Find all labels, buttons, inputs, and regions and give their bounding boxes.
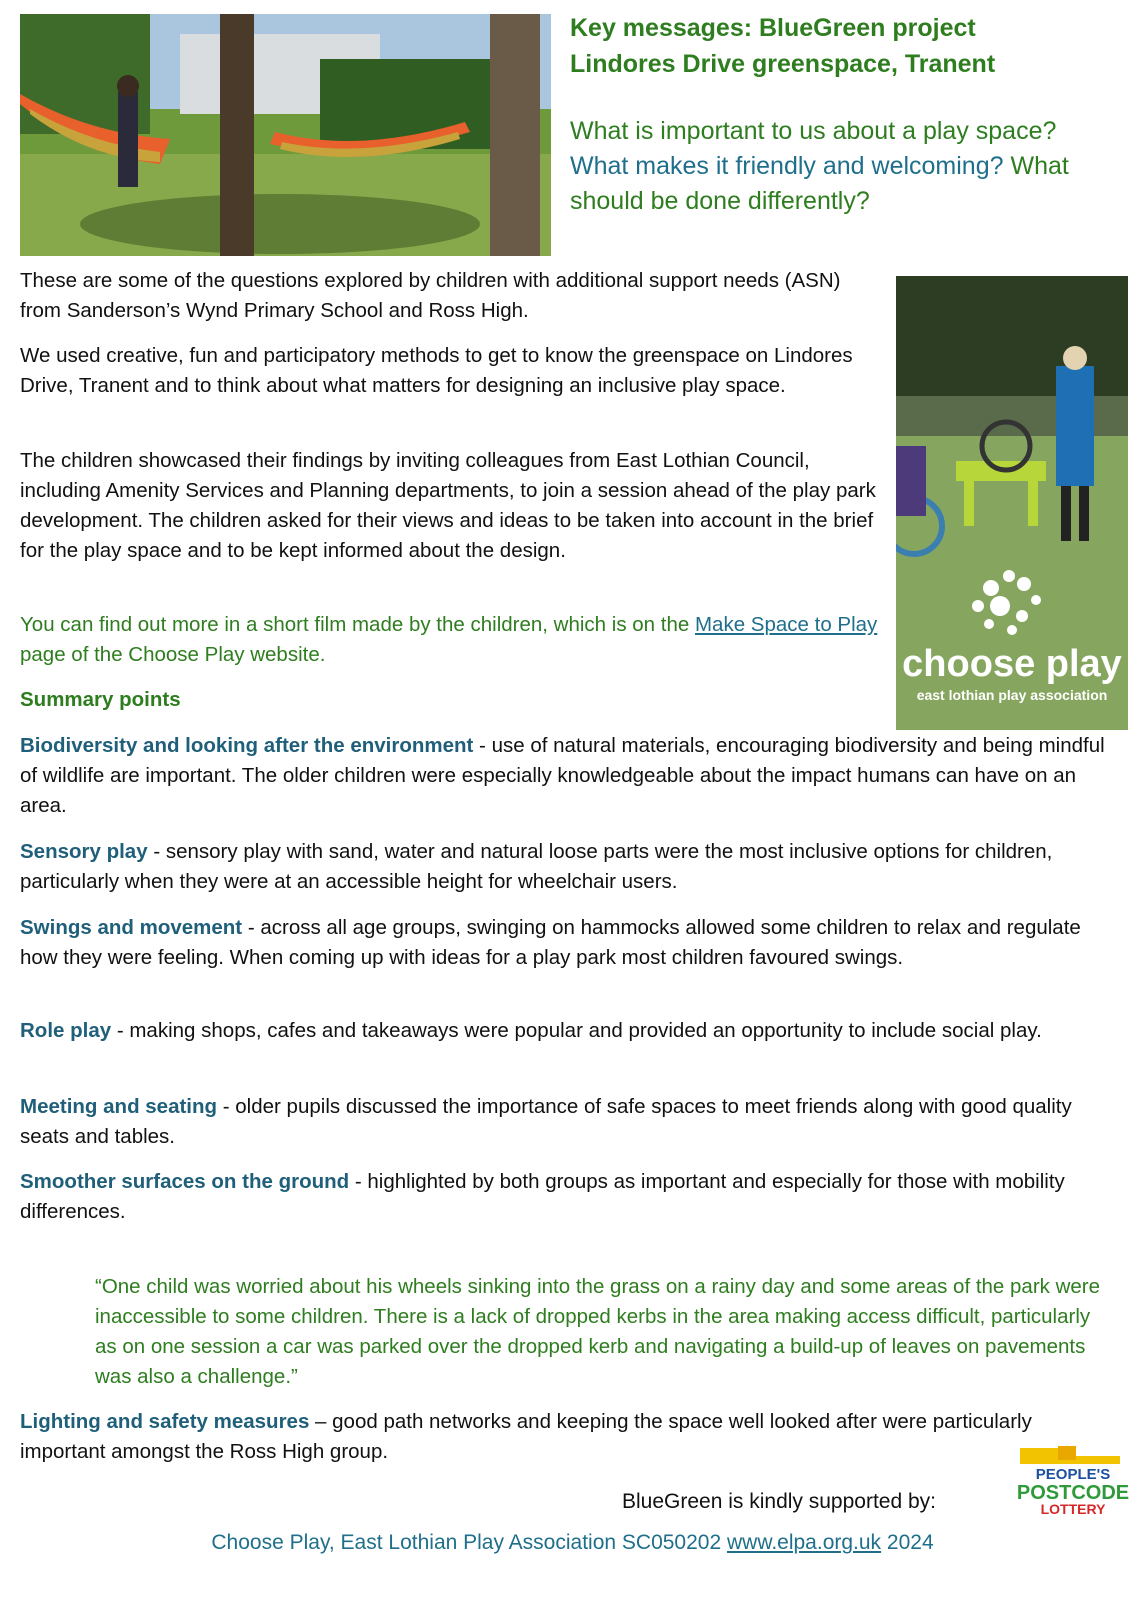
summary-point — [20, 1016, 1120, 1046]
point-text: – good path networks and keeping the space well looked after were particularly important amongst the Ross High group. — [20, 1410, 1032, 1463]
point-title: Biodiversity and looking after the environment — [20, 734, 474, 757]
point-title: Meeting and seating — [20, 1095, 218, 1118]
summary-point — [20, 837, 1120, 897]
point-text: - older pupils discussed the importance of safe spaces to meet friends along with good quality seats and tables. — [20, 1095, 1072, 1148]
question-1: What is important to us about a play space? — [570, 117, 1057, 145]
child-quote: “One child was worried about his wheels sinking into the grass on a rainy day and some areas of the park were inaccessible to some children. There is a lack of dropped kerbs in the area making access difficult, particularly as on one session a car was parked over the dropped kerb and navigating a build-up of leaves on pavements was also a challenge.” — [95, 1275, 1101, 1388]
summary-point — [20, 731, 1120, 821]
guiding-questions — [570, 114, 1110, 219]
film-text: You can find out more in a short film made by the children, which is on the — [20, 613, 690, 636]
summary-heading: Summary points — [20, 688, 181, 711]
logo-line-1: PEOPLE'S — [1035, 1466, 1111, 1483]
support-text: BlueGreen is kindly supported by: — [622, 1490, 937, 1513]
point-title: Role play — [20, 1019, 112, 1042]
point-title: Swings and movement — [20, 916, 243, 939]
footer — [0, 1531, 1145, 1555]
hammock-photo — [20, 14, 551, 256]
intro-paragraph-2: We used creative, fun and participatory methods to get to know the greenspace on Lindores Drive, Tranent and to think about what matters for designing an inclusive play space. — [20, 344, 853, 397]
choose-play-photo — [896, 276, 1128, 730]
question-3: What should be done differently? — [570, 152, 1069, 215]
point-text: - sensory play with sand, water and natural loose parts were the most inclusive options for children, particularly when they were at an accessible height for wheelchair users. — [20, 840, 1053, 893]
point-title: Sensory play — [20, 840, 148, 863]
elpa-website-link[interactable]: www.elpa.org.uk — [726, 1531, 882, 1554]
logo-line-3: LOTTERY — [1040, 1501, 1106, 1516]
postcode-lottery-logo — [1010, 1446, 1136, 1516]
point-title: Smoother surfaces on the ground — [20, 1170, 350, 1193]
footer-org: Choose Play, East Lothian Play Association SC050202 — [211, 1531, 722, 1554]
point-text: - making shops, cafes and takeaways were popular and provided an opportunity to include social play. — [111, 1019, 1042, 1042]
point-text: - use of natural materials, encouraging biodiversity and being mindful of wildlife are important. The older children were especially knowledgeable about the impact humans can have on an area. — [20, 734, 1105, 817]
make-space-to-play-link[interactable]: Make Space to Play — [694, 613, 878, 636]
question-2: What makes it friendly and welcoming? — [570, 152, 1004, 180]
logo-brand: choose play — [902, 643, 1122, 685]
summary-point — [20, 1092, 1120, 1152]
title-line-1: Key messages: BlueGreen project — [570, 14, 976, 42]
point-title: Lighting and safety measures — [20, 1410, 310, 1433]
intro-paragraph-1: These are some of the questions explored by children with additional support needs (ASN) from Sanderson’s Wynd Primary School and Ross High. — [20, 269, 841, 322]
film-tail: page of the Choose Play website. — [20, 643, 326, 666]
page-title — [570, 10, 1130, 82]
summary-point — [20, 1407, 1100, 1467]
title-line-2: Lindores Drive greenspace, Tranent — [570, 50, 996, 78]
film-paragraph — [20, 610, 885, 670]
logo-line-2: POSTCODE — [1016, 1482, 1130, 1504]
intro-paragraph-3: The children showcased their findings by inviting colleagues from East Lothian Council, including Amenity Services and Planning departments, to join a session ahead of the play park development. The children asked for their views and ideas to be taken into account in the brief for the play space and to be kept informed about the design. — [20, 449, 876, 562]
footer-year: 2024 — [886, 1531, 934, 1554]
point-text: - across all age groups, swinging on hammocks allowed some children to relax and regulate how they were feeling. When coming up with ideas for a play park most children favoured swings. — [20, 916, 1081, 969]
summary-point — [20, 1167, 1120, 1227]
point-text: - highlighted by both groups as important and especially for those with mobility differences. — [20, 1170, 1065, 1223]
logo-subtitle: east lothian play association — [916, 687, 1108, 703]
summary-point — [20, 913, 1120, 973]
